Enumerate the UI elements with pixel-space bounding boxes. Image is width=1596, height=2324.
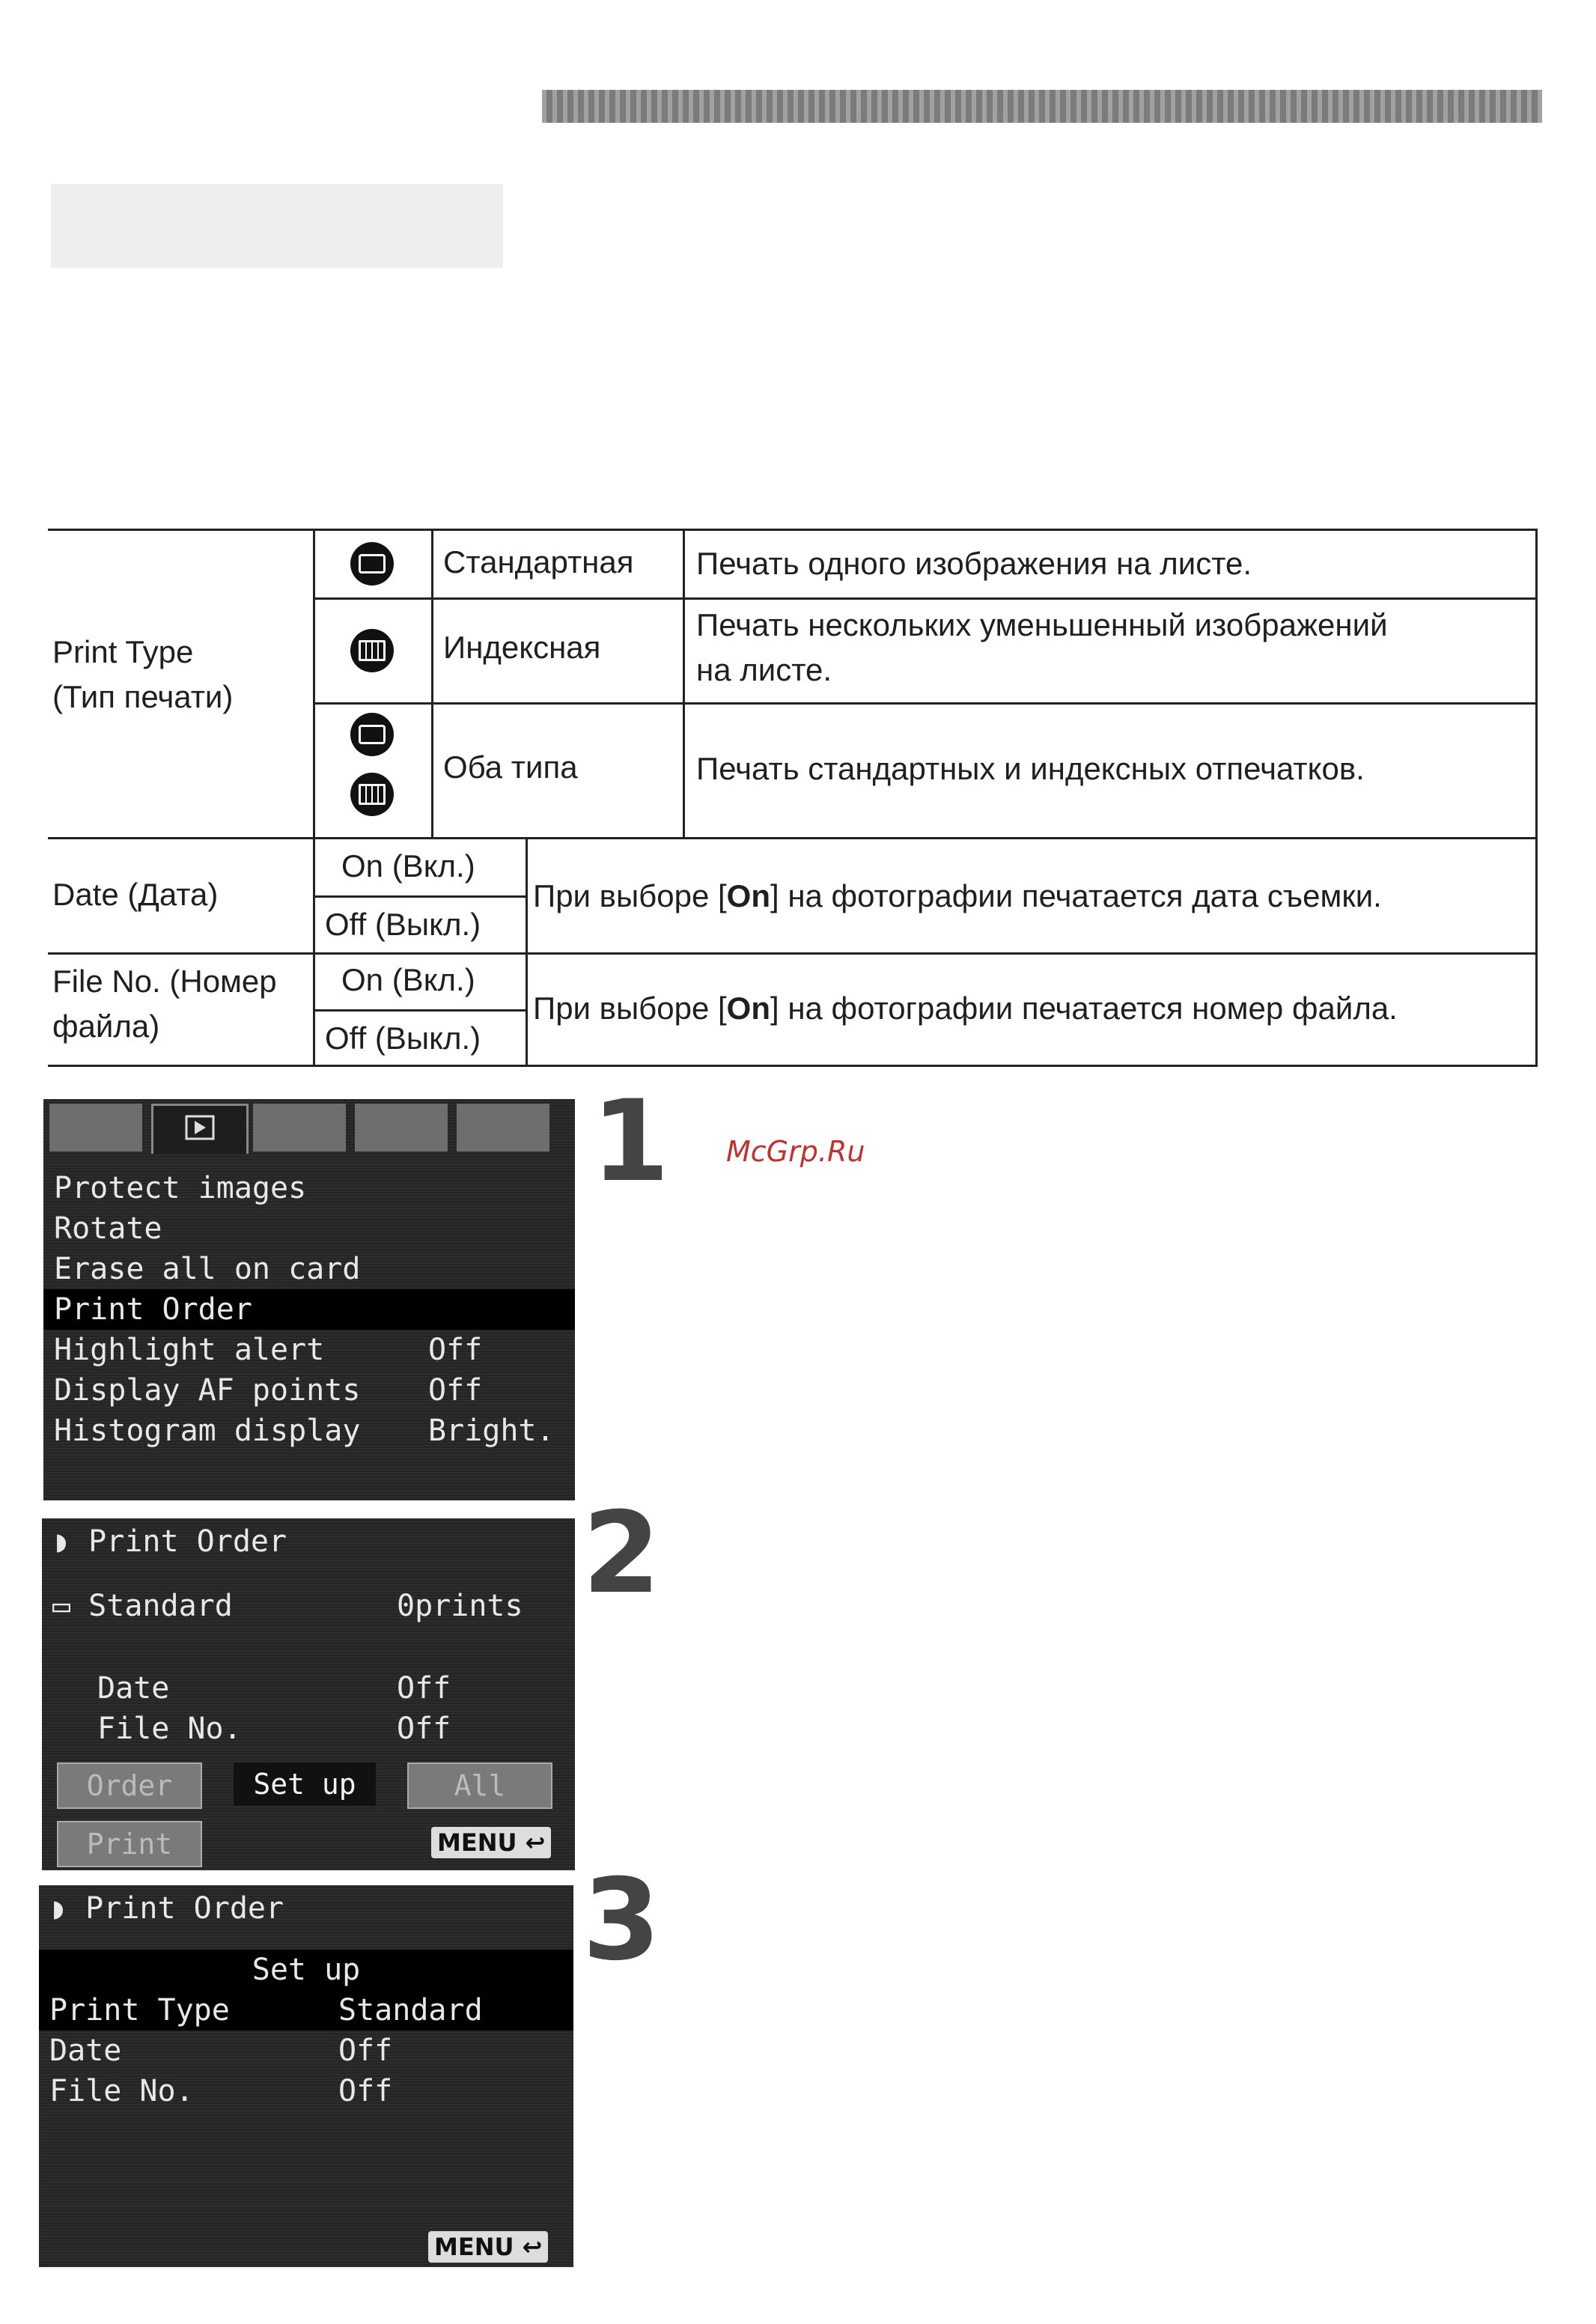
- index-name: Индексная: [443, 630, 601, 665]
- index-description: Печать нескольких уменьшенный изображений: [696, 607, 1388, 642]
- all-button[interactable]: All: [407, 1762, 552, 1809]
- tab-shooting[interactable]: [49, 1104, 142, 1152]
- print-button[interactable]: Print: [57, 1821, 202, 1867]
- set-up-screen: [39, 1885, 573, 2267]
- menu-item-erase-all[interactable]: Erase all on card: [54, 1252, 361, 1286]
- watermark: McGrp.Ru: [726, 1135, 865, 1168]
- print-order-icon: ◗: [49, 1891, 86, 1926]
- index-description-cont: на листе.: [696, 652, 832, 687]
- set-up-heading: Set up: [39, 1950, 573, 1990]
- menu-item-protect-images[interactable]: Protect images: [54, 1171, 307, 1205]
- playback-icon: [153, 1106, 246, 1154]
- file-no-on-option: On (Вкл.): [341, 962, 475, 997]
- header-bar: [542, 90, 1542, 123]
- print-order-title: ◗ Print Order: [49, 1891, 284, 1926]
- both-name: Оба типа: [443, 749, 578, 785]
- menu-item-highlight-alert[interactable]: Highlight alert Off: [54, 1333, 483, 1367]
- print-order-icon: ◗: [52, 1524, 89, 1559]
- file-no-label: File No. (Номер: [52, 964, 277, 999]
- print-order-screen: [42, 1518, 575, 1870]
- print-type-row[interactable]: Print Type Standard: [39, 1990, 573, 2031]
- menu-item-display-af-points[interactable]: Display AF points Off: [54, 1373, 483, 1408]
- date-label: Date (Дата): [52, 877, 219, 912]
- menu-tabs: [43, 1099, 575, 1156]
- step-number-3: 3: [582, 1855, 661, 1986]
- index-print-icon: [350, 773, 394, 816]
- step-number-1: 1: [591, 1077, 670, 1207]
- tab-setup-1[interactable]: [253, 1104, 346, 1152]
- menu-item-histogram-display[interactable]: Histogram display Bright.: [54, 1414, 555, 1448]
- date-row: Date Off: [97, 1671, 451, 1706]
- tab-setup-2[interactable]: [355, 1104, 448, 1152]
- index-print-icon: [350, 629, 394, 672]
- tab-custom[interactable]: [457, 1104, 549, 1152]
- tab-playback[interactable]: [151, 1104, 249, 1154]
- print-type-row: ▭ Standard 0prints: [52, 1589, 523, 1623]
- file-no-description: При выборе [On] на фотографии печатается номер файла.: [533, 991, 1398, 1026]
- print-order-title: ◗ Print Order: [52, 1524, 287, 1559]
- menu-return-icon[interactable]: MENU ↩: [428, 2231, 548, 2263]
- menu-item-rotate[interactable]: Rotate: [54, 1211, 162, 1246]
- standard-print-icon: [350, 542, 394, 585]
- order-button[interactable]: Order: [57, 1762, 202, 1809]
- file-no-row: File No. Off: [97, 1712, 451, 1746]
- date-description: При выборе [On] на фотографии печатается дата съемки.: [533, 878, 1382, 913]
- section-heading-block: [51, 184, 503, 268]
- menu-item-print-order[interactable]: Print Order: [43, 1289, 575, 1330]
- print-type-label: Print Type: [52, 634, 194, 669]
- file-no-off-option: Off (Выкл.): [325, 1020, 481, 1056]
- set-up-button[interactable]: Set up: [234, 1762, 376, 1806]
- date-off-option: Off (Выкл.): [325, 907, 481, 942]
- step-number-2: 2: [582, 1488, 661, 1619]
- menu-return-icon[interactable]: MENU ↩: [431, 1827, 551, 1858]
- standard-print-icon: [350, 713, 394, 756]
- file-no-row[interactable]: File No. Off: [49, 2074, 393, 2108]
- standard-print-icon: ▭: [52, 1589, 89, 1623]
- date-row[interactable]: Date Off: [49, 2034, 393, 2068]
- standard-description: Печать одного изображения на листе.: [696, 546, 1252, 581]
- print-settings-table: [48, 529, 1538, 1068]
- file-no-label-ru: файла): [52, 1009, 160, 1044]
- playback-menu-screen: [43, 1099, 575, 1500]
- print-type-label-ru: (Тип печати): [52, 679, 234, 714]
- both-description: Печать стандартных и индексных отпечатков.: [696, 751, 1365, 786]
- standard-name: Стандартная: [443, 544, 634, 580]
- date-on-option: On (Вкл.): [341, 848, 475, 883]
